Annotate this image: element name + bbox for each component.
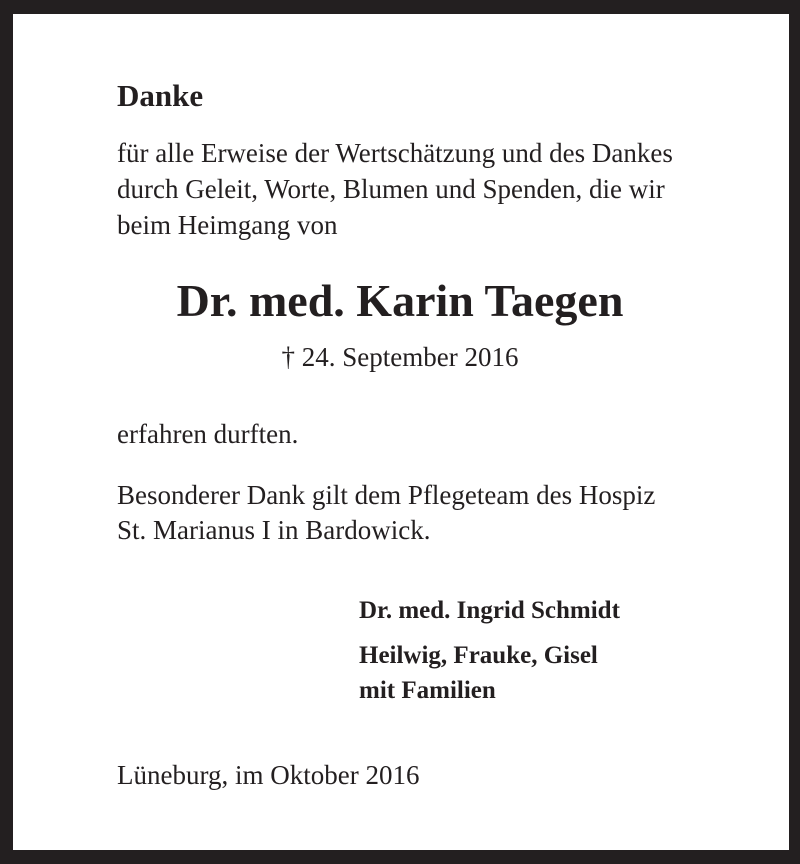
special-thanks-line-2: St. Marianus I in Bardowick. [117, 515, 431, 545]
deceased-name: Dr. med. Karin Taegen [176, 275, 624, 326]
place-and-date: Lüneburg, im Oktober 2016 [117, 760, 420, 790]
death-date: † 24. September 2016 [281, 342, 519, 372]
signatory-line-2: Heilwig, Frauke, Gisel [359, 642, 598, 669]
closing-phrase: erfahren durften. [117, 419, 299, 449]
intro-line-3: beim Heimgang von [117, 210, 338, 240]
notice-heading: Danke [117, 78, 204, 113]
special-thanks-line-1: Besonderer Dank gilt dem Pflegeteam des Hospiz [117, 480, 656, 510]
signatory-line-1: Dr. med. Ingrid Schmidt [359, 597, 620, 624]
intro-line-1: für alle Erweise der Wertschätzung und des Dankes [117, 138, 673, 168]
intro-line-2: durch Geleit, Worte, Blumen und Spenden, die wir [117, 174, 665, 204]
signatory-line-3: mit Familien [359, 677, 496, 704]
